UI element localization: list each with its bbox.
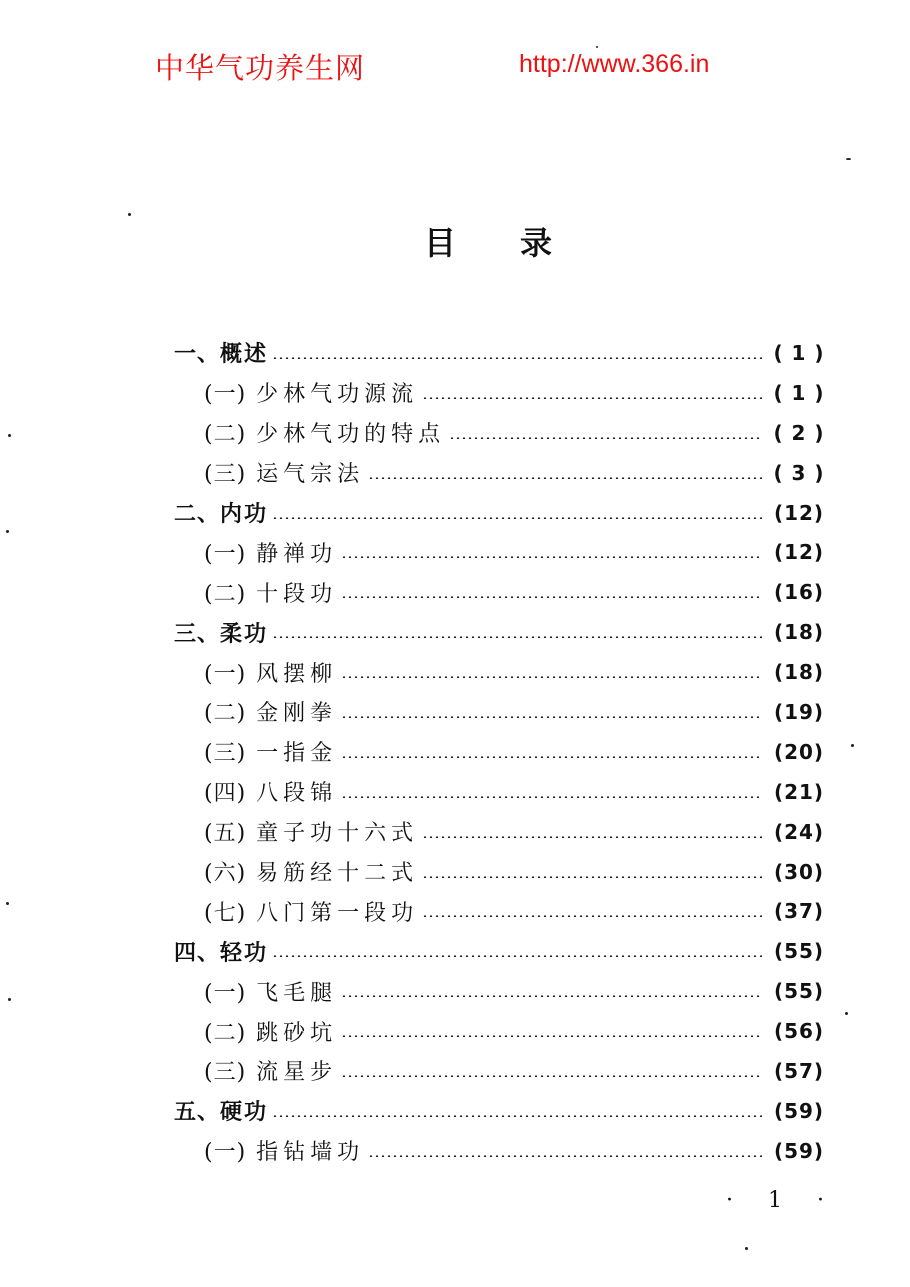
dot-leader bbox=[341, 716, 762, 718]
dot-leader bbox=[341, 995, 762, 997]
toc-section-row bbox=[174, 493, 830, 533]
toc-entry-title: 少林气功源流 bbox=[256, 382, 419, 408]
toc-entry-title: 八门第一段功 bbox=[256, 900, 419, 926]
scan-speck bbox=[851, 744, 854, 747]
scan-speck bbox=[8, 998, 11, 1001]
toc-entry-number: (三) bbox=[204, 462, 247, 488]
toc-subsection-row bbox=[174, 652, 830, 692]
toc-entry-number: (二) bbox=[204, 581, 247, 607]
toc-page-number: (56) bbox=[773, 1019, 825, 1044]
scan-speck bbox=[8, 434, 11, 437]
toc-page-number: ( 2 ) bbox=[773, 420, 825, 445]
toc-page-number: ( 1 ) bbox=[773, 340, 825, 365]
toc-entry-number: (二) bbox=[204, 701, 247, 727]
toc-entry-title: 硬功 bbox=[220, 1100, 269, 1126]
dot-leader bbox=[272, 636, 762, 638]
scan-speck bbox=[845, 1012, 848, 1015]
scan-speck bbox=[745, 1247, 748, 1250]
toc-page-number: (18) bbox=[773, 620, 825, 645]
toc-page-number: ( 1 ) bbox=[773, 380, 825, 405]
toc-page-number: (16) bbox=[773, 580, 825, 605]
toc-subsection-row bbox=[174, 532, 830, 572]
dot-leader bbox=[422, 397, 762, 399]
toc-entry-title: 内功 bbox=[220, 502, 269, 527]
toc-page-number: ( 3 ) bbox=[773, 460, 825, 485]
toc-section-row bbox=[174, 1091, 830, 1131]
scan-speck bbox=[128, 213, 131, 216]
dot-leader bbox=[422, 876, 762, 878]
dot-leader bbox=[272, 517, 762, 519]
toc-subsection-row bbox=[174, 453, 830, 493]
toc-entry-number: (六) bbox=[204, 861, 247, 887]
toc-subsection-row bbox=[174, 812, 830, 852]
toc-entry-number: (三) bbox=[204, 1060, 247, 1086]
toc-entry-title: 风摆柳 bbox=[256, 661, 338, 687]
toc-section-row bbox=[174, 612, 830, 652]
dot-leader bbox=[341, 596, 762, 598]
dot-leader bbox=[341, 1075, 762, 1077]
toc-entry-title: 跳砂坑 bbox=[256, 1020, 338, 1046]
toc-page-number: (12) bbox=[773, 500, 825, 525]
toc-entry-number: (三) bbox=[204, 741, 247, 767]
scan-speck bbox=[6, 530, 9, 533]
toc-entry-title: 柔功 bbox=[220, 621, 269, 647]
toc-subsection-row bbox=[174, 772, 830, 812]
toc-entry-number: 一、 bbox=[174, 342, 221, 368]
toc-entry-number: (二) bbox=[204, 422, 247, 448]
toc-page-number: (59) bbox=[773, 1138, 825, 1163]
dot-leader bbox=[368, 477, 762, 479]
dot-leader bbox=[422, 915, 762, 917]
page-number: · 1 · bbox=[726, 1188, 838, 1213]
page-title: 目录 bbox=[424, 224, 617, 262]
site-url: http://www.366.in bbox=[519, 50, 710, 78]
dot-leader bbox=[341, 756, 762, 758]
toc-subsection-row bbox=[174, 852, 830, 892]
dot-leader bbox=[341, 676, 762, 678]
toc-page-number: (30) bbox=[773, 859, 825, 884]
toc-subsection-row bbox=[174, 971, 830, 1011]
dot-leader bbox=[272, 1115, 762, 1117]
toc-subsection-row bbox=[174, 413, 830, 453]
toc-entry-number: (二) bbox=[204, 1020, 247, 1046]
scan-speck bbox=[6, 902, 9, 905]
toc-page-number: (24) bbox=[773, 819, 825, 844]
toc-entry-number: (一) bbox=[204, 980, 247, 1006]
toc-entry-title: 轻功 bbox=[220, 940, 269, 966]
toc-subsection-row bbox=[174, 373, 830, 413]
dot-leader bbox=[341, 556, 762, 558]
toc-entry-number: 四、 bbox=[174, 940, 221, 966]
toc-section-row bbox=[174, 333, 830, 373]
table-of-contents bbox=[174, 333, 830, 1171]
scan-speck bbox=[846, 158, 851, 160]
toc-entry-number: (五) bbox=[204, 821, 247, 847]
toc-entry-title: 易筋经十二式 bbox=[256, 861, 419, 887]
toc-entry-title: 金刚拳 bbox=[256, 701, 338, 727]
toc-section-row bbox=[174, 931, 830, 971]
toc-subsection-row bbox=[174, 1051, 830, 1091]
toc-entry-title: 流星步 bbox=[256, 1060, 338, 1086]
toc-entry-title: 飞毛腿 bbox=[256, 980, 338, 1006]
dot-leader bbox=[422, 836, 762, 838]
toc-entry-title: 少林气功的特点 bbox=[256, 422, 446, 448]
toc-entry-title: 童子功十六式 bbox=[256, 821, 419, 847]
toc-page-number: (55) bbox=[773, 939, 825, 964]
toc-page-number: (37) bbox=[773, 899, 825, 924]
toc-subsection-row bbox=[174, 1011, 830, 1051]
toc-subsection-row bbox=[174, 891, 830, 931]
toc-page-number: (12) bbox=[773, 540, 825, 565]
dot-leader bbox=[341, 1035, 762, 1037]
toc-entry-number: (一) bbox=[204, 541, 247, 567]
toc-page-number: (59) bbox=[773, 1098, 825, 1123]
toc-subsection-row bbox=[174, 1131, 830, 1171]
toc-page-number: (21) bbox=[773, 779, 825, 804]
dot-leader bbox=[272, 955, 762, 957]
toc-entry-number: (一) bbox=[204, 1140, 247, 1166]
toc-entry-title: 一指金 bbox=[256, 741, 338, 767]
toc-page-number: (20) bbox=[773, 739, 825, 764]
toc-entry-number: (四) bbox=[204, 781, 247, 807]
toc-entry-number: (一) bbox=[204, 382, 247, 408]
toc-entry-title: 八段锦 bbox=[256, 781, 338, 807]
toc-entry-title: 十段功 bbox=[256, 581, 338, 607]
toc-entry-number: 二、 bbox=[174, 502, 221, 527]
dot-leader bbox=[368, 1155, 762, 1157]
toc-page-number: (19) bbox=[773, 699, 825, 724]
toc-page-number: (57) bbox=[773, 1058, 825, 1083]
dot-leader bbox=[449, 437, 762, 439]
toc-entry-number: 三、 bbox=[174, 621, 221, 647]
toc-entry-number: 五、 bbox=[174, 1100, 221, 1126]
site-name: 中华气功养生网 bbox=[155, 51, 366, 85]
toc-entry-number: (一) bbox=[204, 661, 247, 687]
toc-entry-title: 静禅功 bbox=[256, 541, 338, 567]
toc-page-number: (18) bbox=[773, 660, 825, 685]
dot-leader bbox=[272, 357, 762, 359]
toc-page-number: (55) bbox=[773, 979, 825, 1004]
toc-entry-number: (七) bbox=[204, 900, 247, 926]
toc-entry-title: 概述 bbox=[220, 342, 269, 368]
toc-subsection-row bbox=[174, 732, 830, 772]
toc-entry-title: 指钻墙功 bbox=[256, 1140, 365, 1166]
toc-subsection-row bbox=[174, 692, 830, 732]
toc-subsection-row bbox=[174, 572, 830, 612]
dot-leader bbox=[341, 796, 762, 798]
toc-entry-title: 运气宗法 bbox=[256, 462, 365, 488]
scan-speck bbox=[596, 46, 598, 48]
